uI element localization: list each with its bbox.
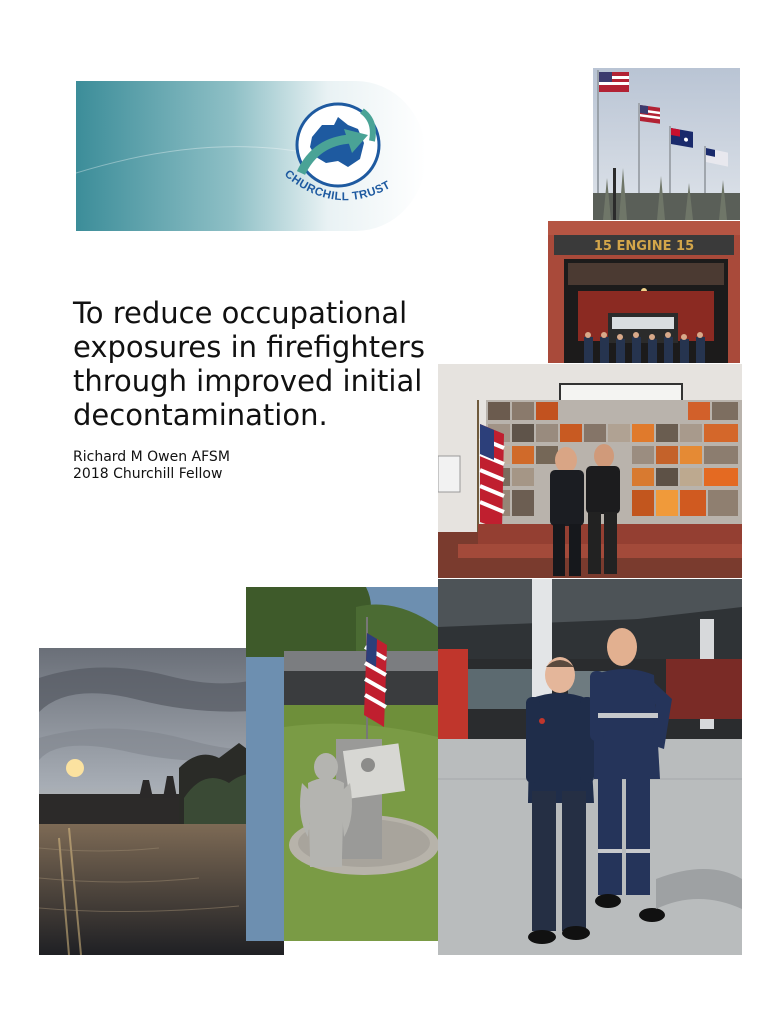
photo-memorial-wall [438,364,742,578]
churchill-trust-logo [76,81,426,231]
photo-flags [593,68,740,220]
photo-engine-15-firehouse [548,221,740,363]
page-title: To reduce occupational exposures in firefighters through improved initial decontamination. [73,296,425,432]
engine-sign: 15 ENGINE 15 [593,239,695,254]
logo-wordmark [276,169,406,219]
author-block [73,449,230,483]
photo-memorial-angel [246,587,438,941]
author-name: Richard M Owen AFSM [73,449,230,465]
fellowship-year: 2018 Churchill Fellow [73,466,223,482]
org-name: CHURCHILL TRUST [282,169,393,204]
photo-two-firefighters [438,579,742,955]
svg-text:CHURCHILL TRUST [282,169,392,203]
